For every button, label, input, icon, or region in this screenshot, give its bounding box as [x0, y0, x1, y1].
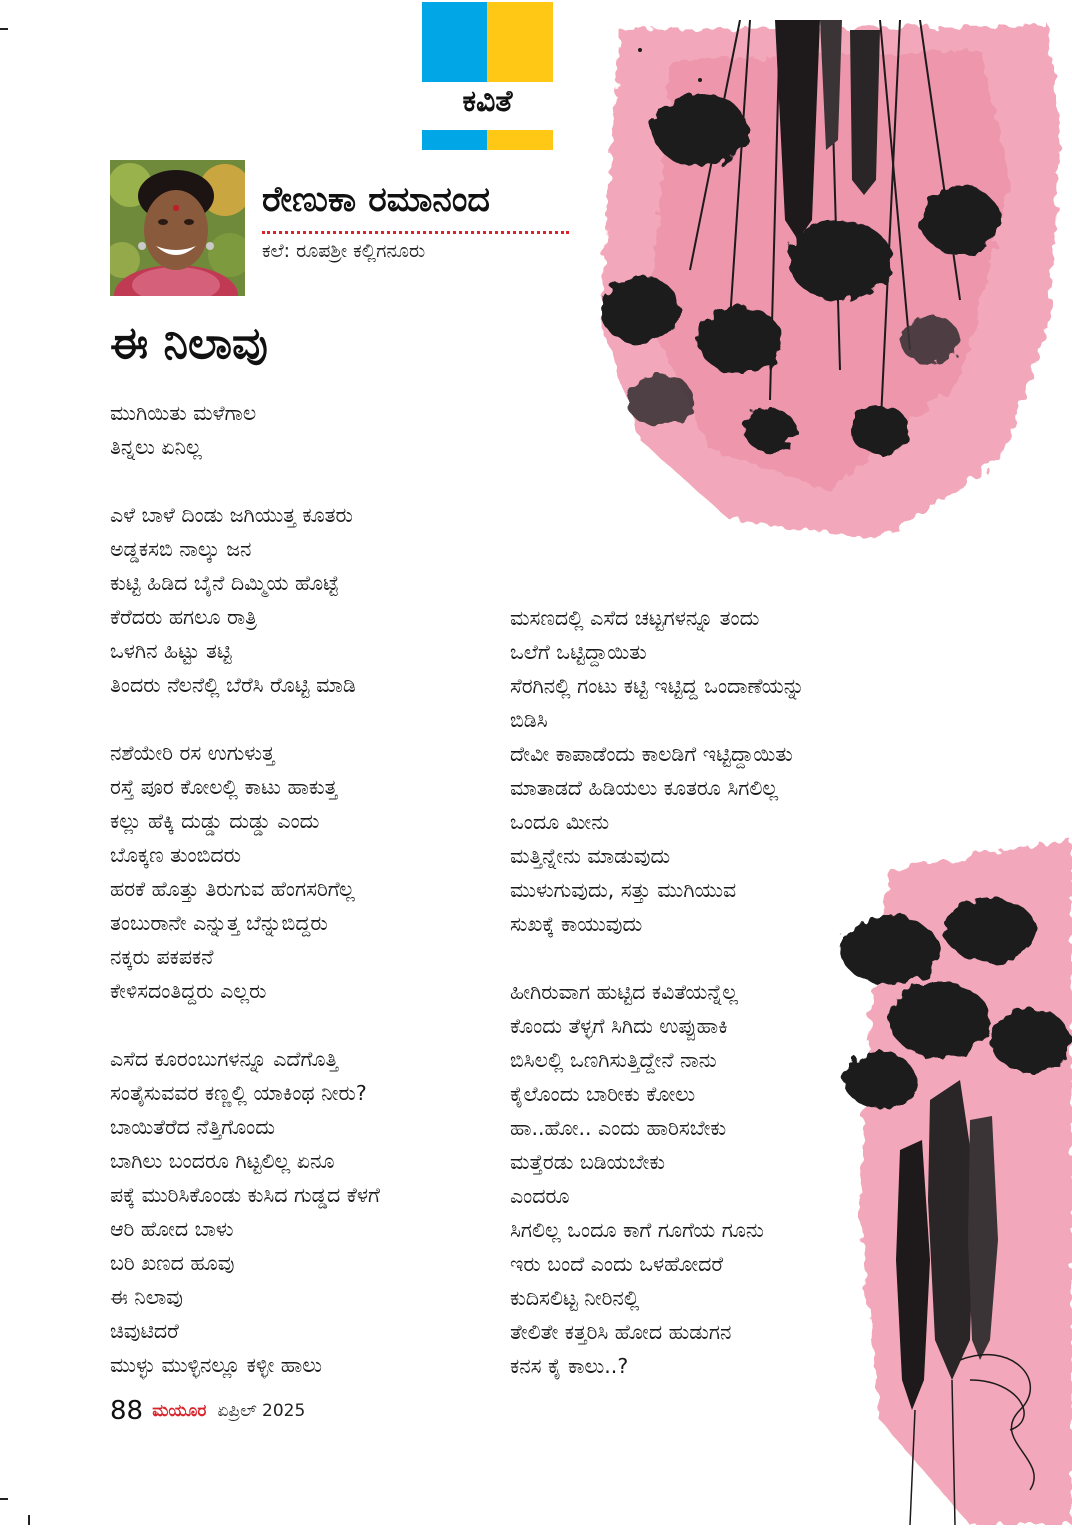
poem-line: ಕೇಳಿಸದಂತಿದ್ದರು ಎಲ್ಲರು — [110, 979, 267, 1003]
poem-line: ನಶೆಯೇರಿ ರಸ ಉಗುಳುತ್ತ — [110, 741, 275, 765]
stanza-break — [110, 464, 380, 498]
poem-line: ಒಳಗಿನ ಹಿಟ್ಟು ತಟ್ಟಿ — [110, 639, 232, 663]
poem-line: ಕನಸ ಕೈ ಕಾಲು..? — [510, 1354, 629, 1378]
poem-line: ಸುಖಕ್ಕೆ ಕಾಯುವುದು — [510, 912, 643, 936]
poem-line: ಎಸೆದ ಕೂರಂಬುಗಳನ್ನೂ ಎದೆಗೊತ್ತಿ — [110, 1047, 339, 1071]
crop-mark — [0, 1498, 8, 1500]
poem-line: ಆರಿ ಹೋದ ಬಾಳು — [110, 1217, 234, 1241]
poem-line: ಮಸಣದಲ್ಲಿ ಎಸೆದ ಚಟ್ಟಗಳನ್ನೂ ತಂದು — [510, 606, 760, 630]
poem-line: ಸೆರಗಿನಲ್ಲಿ ಗಂಟು ಕಟ್ಟಿ ಇಟ್ಟಿದ್ದ ಒಂದಾಣೆಯನ್ನು — [510, 674, 805, 698]
stanza-break — [510, 941, 804, 975]
poem-line: ಬೊಕ್ಕಣ ತುಂಬಿದರು — [110, 843, 241, 867]
poem-line: ತಿಂದರು ನೆಲನೆಲ್ಲಿ ಬೆರೆಸಿ ರೊಟ್ಟಿ ಮಾಡಿ — [110, 673, 356, 697]
poem-line: ಬಿಸಿಲಲ್ಲಿ ಒಣಗಿಸುತ್ತಿದ್ದೇನೆ ನಾನು — [510, 1048, 717, 1072]
poem-title: ಈ ನಿಲಾವು — [110, 318, 268, 369]
poem-line: ಮಾತಾಡದೆ ಹಿಡಿಯಲು ಕೂತರೂ ಸಿಗಲಿಲ್ಲ — [510, 776, 779, 800]
poem-line: ಹೀಗಿರುವಾಗ ಹುಟ್ಟಿದ ಕವಿತೆಯನ್ನೆಲ್ಲ — [510, 980, 739, 1004]
poem-line: ಪಕ್ಕೆ ಮುರಿಸಿಕೊಂಡು ಕುಸಿದ ಗುಡ್ಡದ ಕೆಳಗೆ — [110, 1183, 380, 1207]
poem-line: ದೇವೀ ಕಾಪಾಡೆಂದು ಕಾಲಡಿಗೆ ಇಟ್ಟಿದ್ದಾಯಿತು — [510, 742, 793, 766]
poem-line: ಮತ್ತೆರಡು ಬಡಿಯಬೇಕು — [510, 1150, 666, 1174]
poem-left-column — [110, 396, 380, 1382]
poem-line: ಎಂದರೂ — [510, 1184, 570, 1208]
poem-line: ಕೊಂದು ತೆಳ್ಳಗೆ ಸಿಗಿದು ಉಪ್ಪುಹಾಕಿ — [510, 1014, 728, 1038]
poem-line: ಅಡ್ಡಕಸಬಿ ನಾಲ್ಕು ಜನ — [110, 537, 252, 561]
poem-line: ಒಲೆಗೆ ಒಟ್ಟಿದ್ದಾಯಿತು — [510, 640, 647, 664]
poem-line: ಬಾಯಿತೆರೆದ ನೆತ್ತಿಗೊಂದು — [110, 1115, 276, 1139]
poem-line: ತೇಲಿತೇ ಕತ್ತರಿಸಿ ಹೋದ ಹುಡುಗನ — [510, 1320, 732, 1344]
magazine-name: ಮಯೂರ — [152, 1401, 207, 1421]
author-photo — [110, 160, 245, 296]
page-number: 88 — [110, 1396, 144, 1426]
poem-line: ಚಿವುಟಿದರೆ — [110, 1319, 179, 1343]
page-footer — [110, 1396, 305, 1426]
section-tag — [422, 2, 553, 148]
poem-line: ಮುಳ್ಳು ಮುಳ್ಳಿನಲ್ಲೂ ಕಳ್ಳೀ ಹಾಲು — [110, 1353, 323, 1377]
poem-line: ಈ ನಿಲಾವು — [110, 1285, 183, 1309]
poem-line: ಕುದಿಸಲಿಟ್ಟ ನೀರಿನಲ್ಲಿ — [510, 1286, 640, 1310]
tree-illustration — [820, 820, 1072, 1525]
poem-line: ತಿನ್ನಲು ಏನಿಲ್ಲ — [110, 435, 202, 459]
poem-line: ಸಂತೈಸುವವರ ಕಣ್ಣಲ್ಲಿ ಯಾಕಿಂಥ ನೀರು? — [110, 1081, 367, 1105]
crop-mark — [0, 28, 8, 30]
section-tag-blue-bar — [422, 130, 487, 150]
poem-line: ಹರಕೆ ಹೊತ್ತು ತಿರುಗುವ ಹೆಂಗಸರಿಗೆಲ್ಲ — [110, 877, 355, 901]
poem-line: ಒಂದೂ ಮೀನು — [510, 810, 610, 834]
poem-line: ರಸ್ತೆ ಪೂರ ಕೋಲಲ್ಲಿ ಕಾಟು ಹಾಕುತ್ತ — [110, 775, 338, 799]
poem-line: ಸಿಗಲಿಲ್ಲ ಒಂದೂ ಕಾಗೆ ಗೂಗೆಯ ಗೂನು — [510, 1218, 764, 1242]
poem-line: ಕುಟ್ಟಿ ಹಿಡಿದ ಬೈನೆ ದಿಮ್ಮಿಯ ಹೊಟ್ಟೆ — [110, 571, 339, 595]
author-name: ರೇಣುಕಾ ರಮಾನಂದ — [262, 180, 490, 220]
poem-line: ಬಿಡಿಸಿ — [510, 708, 548, 732]
poem-line: ತಂಬುರಾನೇ ಎನ್ನುತ್ತ ಬೆನ್ನುಬಿದ್ದರು — [110, 911, 328, 935]
poem-line: ಹಾ..ಹೋ.. ಎಂದು ಹಾರಿಸಬೇಕು — [510, 1116, 727, 1140]
author-portrait-illustration — [110, 160, 245, 296]
section-tag-blue-block — [422, 2, 487, 82]
stanza-break — [110, 702, 380, 736]
poem-line: ಬಾಗಿಲು ಬಂದರೂ ಗಿಟ್ಟಲಿಲ್ಲ ಏನೂ — [110, 1149, 335, 1173]
poem-line: ಕಲ್ಲು ಹೆಕ್ಕಿ ದುಡ್ಡು ದುಡ್ಡು ಎಂದು — [110, 809, 320, 833]
poem-line: ಮುಳುಗುವುದು, ಸತ್ತು ಮುಗಿಯುವ — [510, 878, 737, 902]
crop-mark — [28, 1515, 30, 1525]
poem-line: ಕೈಲೊಂದು ಬಾರೀಕು ಕೋಲು — [510, 1082, 696, 1106]
art-credit: ಕಲೆ: ರೂಪಶ್ರೀ ಕಲ್ಲಿಗನೂರು — [262, 240, 426, 262]
section-label: ಕವಿತೆ — [462, 84, 513, 119]
poem-line: ಬರಿ ಖಣದ ಹೂವು — [110, 1251, 235, 1275]
hanging-plants-illustration — [580, 20, 1072, 560]
poem-line: ಕೆರೆದರು ಹಗಲೂ ರಾತ್ರಿ — [110, 605, 257, 629]
stanza-break — [110, 1008, 380, 1042]
issue-date: ಏಪ್ರಿಲ್ 2025 — [217, 1401, 306, 1421]
section-tag-yellow-block — [487, 2, 553, 82]
poem-line: ಮುಗಿಯಿತು ಮಳೆಗಾಲ — [110, 401, 257, 425]
poem-line: ಎಳೆ ಬಾಳೆ ದಿಂಡು ಜಗಿಯುತ್ತ ಕೂತರು — [110, 503, 353, 527]
author-divider — [262, 231, 569, 234]
poem-line: ಮತ್ತಿನ್ನೇನು ಮಾಡುವುದು — [510, 844, 671, 868]
section-tag-yellow-bar — [487, 130, 553, 150]
poem-right-column — [510, 601, 804, 1383]
poem-line: ನಕ್ಕರು ಪಕಪಕನೆ — [110, 945, 214, 969]
poem-line: ಇರು ಬಂದೆ ಎಂದು ಒಳಹೋದರೆ — [510, 1252, 724, 1276]
